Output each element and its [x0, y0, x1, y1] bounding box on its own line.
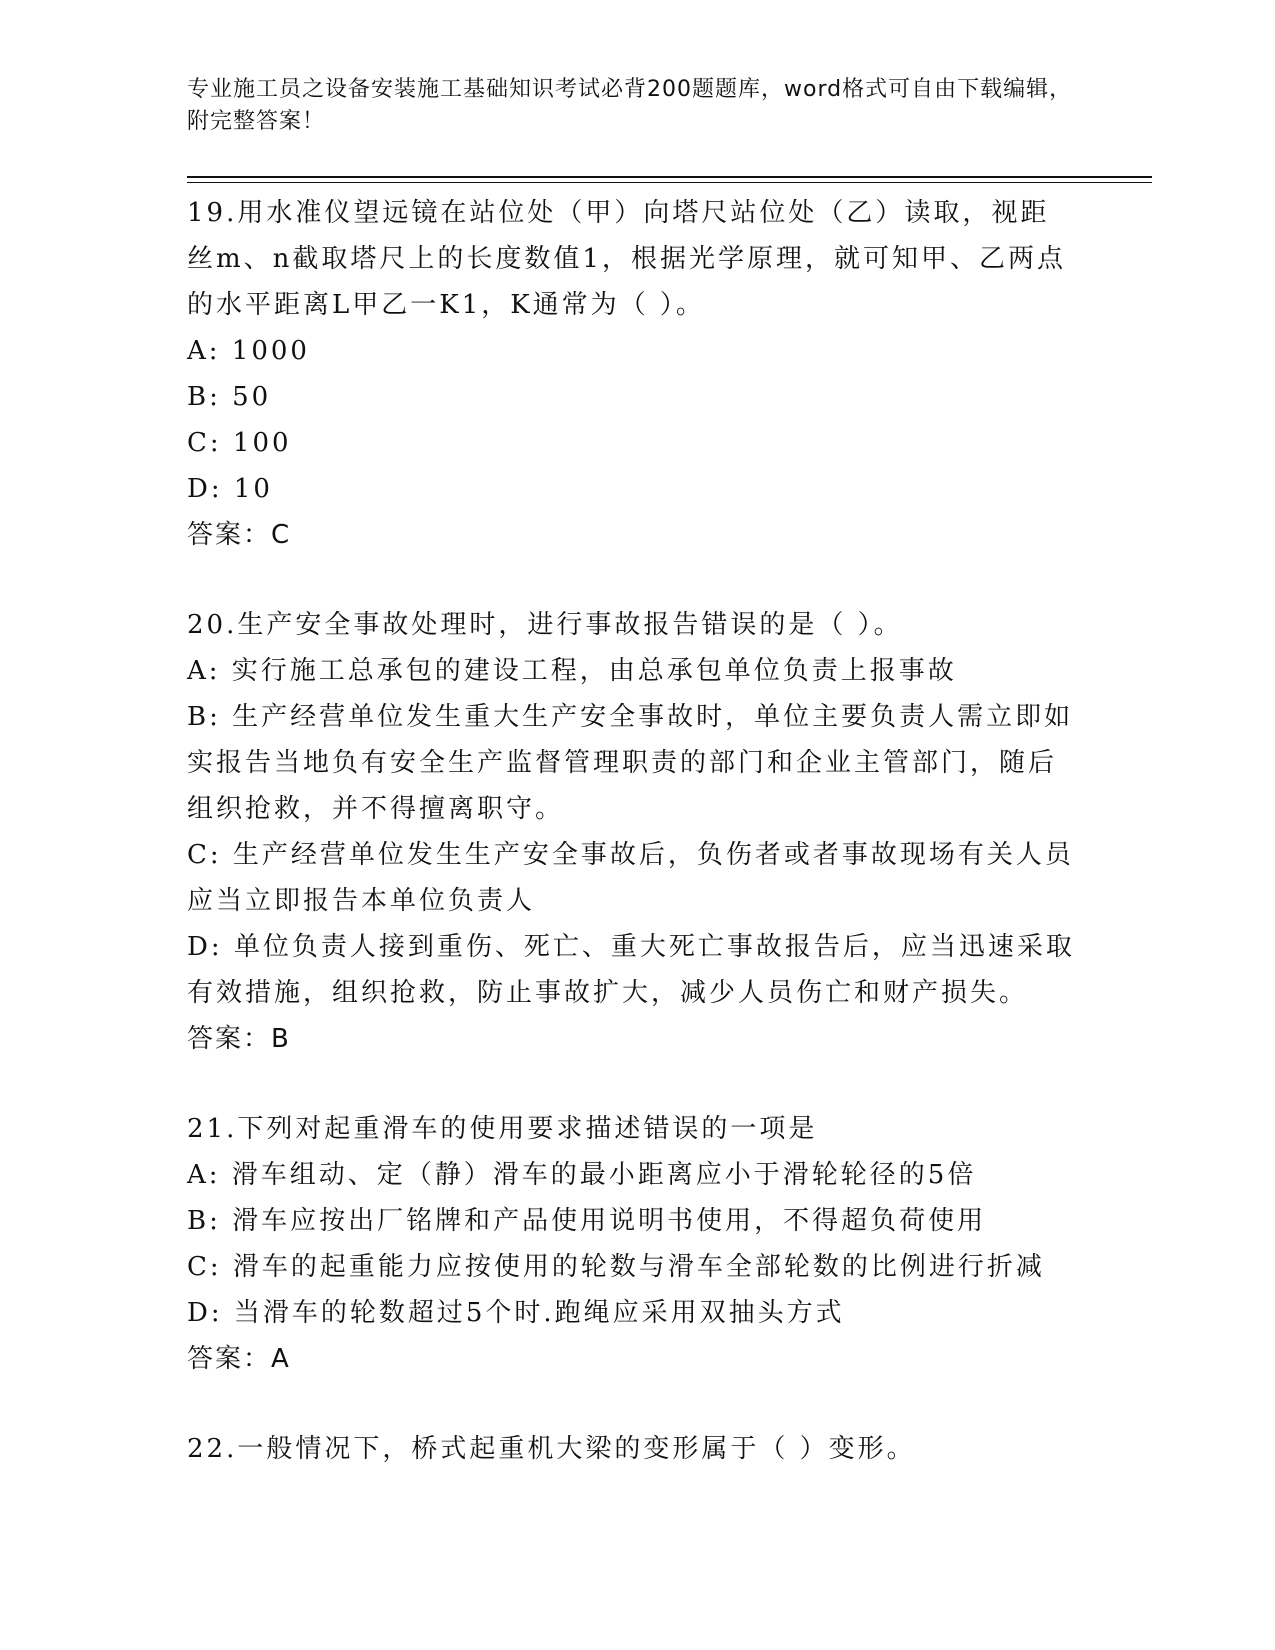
question-20: [187, 602, 1077, 1062]
question-list: [187, 190, 1077, 1516]
option-d: D: 单位负责人接到重伤、死亡、重大死亡事故报告后，应当迅速采取有效措施，组织抢救，防止事故扩大，减少人员伤亡和财产损失。: [187, 932, 1075, 1008]
question-text: 19.用水准仪望远镜在站位处（甲）向塔尺站位处（乙）读取，视距丝m、n截取塔尺上的长度数值1，根据光学原理，就可知甲、乙两点的水平距离L甲乙一K1，K通常为（ ）。: [187, 198, 1066, 320]
question-22: [187, 1426, 1077, 1472]
option-d: D: 当滑车的轮数超过5个时.跑绳应采用双抽头方式: [187, 1298, 845, 1328]
option-b: B: 50: [187, 382, 272, 412]
answer-label: 答案：C: [187, 520, 292, 550]
option-a: A: 1000: [187, 336, 310, 366]
option-a: A: 实行施工总承包的建设工程，由总承包单位负责上报事故: [187, 656, 957, 686]
header-divider-thick: [187, 176, 1152, 178]
question-21: [187, 1106, 1077, 1382]
option-b: B: 生产经营单位发生重大生产安全事故时，单位主要负责人需立即如实报告当地负有安全生产监督管理职责的部门和企业主管部门，随后组织抢救，并不得擅离职守。: [187, 702, 1074, 824]
answer-label: 答案：B: [187, 1024, 291, 1054]
option-b: B: 滑车应按出厂铭牌和产品使用说明书使用，不得超负荷使用: [187, 1206, 987, 1236]
option-a: A: 滑车组动、定（静）滑车的最小距离应小于滑轮轮径的5倍: [187, 1160, 977, 1190]
header-divider-thin: [187, 182, 1152, 183]
answer-label: 答案：A: [187, 1344, 291, 1374]
document-header: 专业施工员之设备安装施工基础知识考试必背200题题库，word格式可自由下载编辑，附完整答案！: [187, 77, 1073, 134]
question-text: 21.下列对起重滑车的使用要求描述错误的一项是: [187, 1114, 818, 1144]
option-c: C: 100: [187, 428, 292, 458]
option-c: C: 滑车的起重能力应按使用的轮数与滑车全部轮数的比例进行折减: [187, 1252, 1045, 1282]
question-text: 22.一般情况下，桥式起重机大梁的变形属于（ ）变形。: [187, 1434, 916, 1464]
option-c: C: 生产经营单位发生生产安全事故后，负伤者或者事故现场有关人员应当立即报告本单位负责人: [187, 840, 1074, 916]
option-d: D: 10: [187, 474, 273, 504]
question-19: [187, 190, 1077, 558]
question-text: 20.生产安全事故处理时，进行事故报告错误的是（ ）。: [187, 610, 903, 640]
